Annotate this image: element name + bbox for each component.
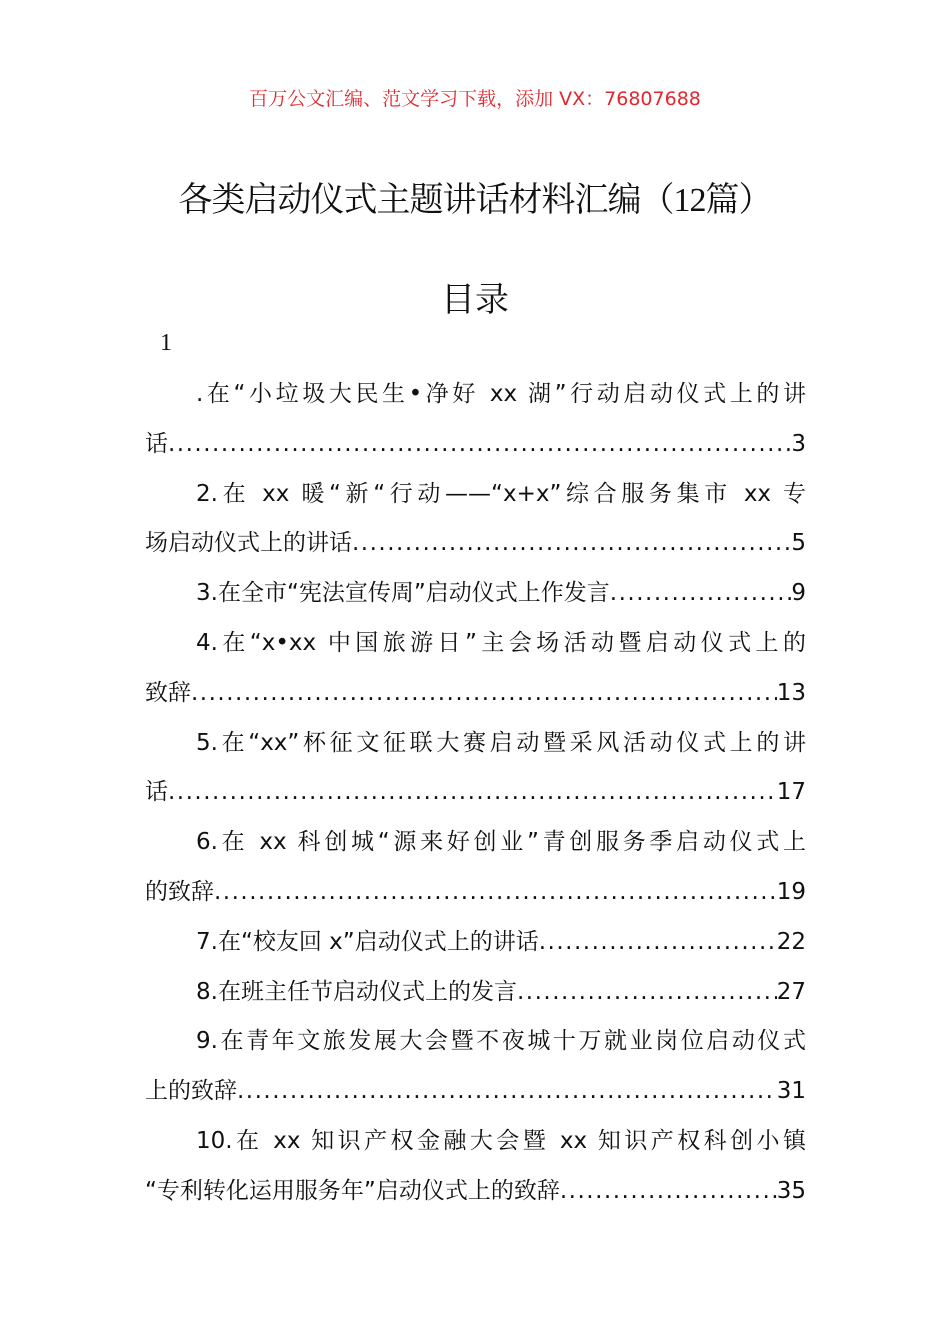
toc-entry-leader-line bbox=[145, 669, 806, 719]
toc-entry-leader-line bbox=[145, 569, 806, 619]
watermark-banner: 百万公文汇编、范文学习下载，添加 VX：76807688 bbox=[249, 88, 701, 110]
toc-entry[interactable] bbox=[145, 719, 806, 819]
dot-leader bbox=[168, 420, 791, 470]
stray-number: 1 bbox=[160, 330, 172, 356]
toc-entry-title-line1: 6.在 xx 科创城“源来好创业”青创服务季启动仪式上 bbox=[196, 829, 806, 856]
toc-entry-leader-line bbox=[145, 868, 806, 918]
toc-entry-page: 31 bbox=[776, 1078, 806, 1105]
toc-entry-page: 22 bbox=[776, 928, 806, 955]
toc-entry-title: 场启动仪式上的讲话 bbox=[145, 530, 352, 557]
toc-entry-title: 7.在“校友回 x”启动仪式上的讲话 bbox=[196, 928, 539, 955]
toc-entry-page: 19 bbox=[776, 878, 806, 905]
toc-entry-page: 3 bbox=[791, 430, 806, 457]
toc-heading: 目录 bbox=[441, 280, 509, 320]
toc-entry[interactable] bbox=[145, 619, 806, 719]
toc-entry-leader-line bbox=[145, 420, 806, 470]
toc-entry-title-line1: 2.在 xx 暖“新“行动——“x+x”综合服务集市 xx 专 bbox=[196, 480, 806, 507]
toc-entry-title: 致辞 bbox=[145, 679, 191, 706]
toc-entry[interactable] bbox=[145, 569, 806, 619]
dot-leader bbox=[610, 569, 792, 619]
dot-leader bbox=[214, 868, 777, 918]
dot-leader bbox=[168, 768, 777, 818]
toc-entry-title-line1: 4.在“x•xx 中国旅游日”主会场活动暨启动仪式上的 bbox=[196, 629, 806, 656]
toc-entry-leader-line bbox=[145, 1167, 806, 1217]
toc-entry-title-line1: .在“小垃圾大民生•净好 xx 湖”行动启动仪式上的讲 bbox=[196, 381, 806, 407]
toc-entry-leader-line bbox=[145, 918, 806, 968]
dot-leader bbox=[517, 968, 777, 1018]
dot-leader bbox=[191, 669, 777, 719]
title-text: 各类启动仪式主题讲话材料汇编（ bbox=[178, 180, 674, 220]
toc-entry[interactable] bbox=[145, 470, 806, 570]
toc-entry[interactable] bbox=[145, 818, 806, 918]
table-of-contents bbox=[145, 370, 806, 1217]
toc-entry-page: 17 bbox=[776, 779, 806, 806]
toc-entry-page: 35 bbox=[776, 1177, 806, 1204]
toc-entry-leader-line bbox=[145, 768, 806, 818]
toc-entry-title-line1: 10.在 xx 知识产权金融大会暨 xx 知识产权科创小镇 bbox=[196, 1127, 806, 1154]
toc-entry-title: 上的致辞 bbox=[145, 1078, 237, 1105]
toc-entry-title-line1: 9.在青年文旅发展大会暨不夜城十万就业岗位启动仪式 bbox=[196, 1028, 806, 1055]
toc-entry[interactable] bbox=[145, 370, 806, 470]
toc-entry[interactable] bbox=[145, 1117, 806, 1217]
toc-entry-page: 13 bbox=[776, 679, 806, 706]
toc-entry[interactable] bbox=[145, 918, 806, 968]
toc-entry-page: 27 bbox=[776, 978, 806, 1005]
dot-leader bbox=[237, 1067, 777, 1117]
toc-entry-title: “专利转化运用服务年”启动仪式上的致辞 bbox=[145, 1177, 560, 1204]
toc-entry-leader-line bbox=[145, 968, 806, 1018]
toc-entry-title: 话 bbox=[145, 430, 168, 457]
toc-entry-title-line1: 5.在“xx”杯征文征联大赛启动暨采风活动仪式上的讲 bbox=[196, 729, 806, 756]
title-count: 12 bbox=[673, 182, 706, 219]
toc-entry-leader-line bbox=[145, 519, 806, 569]
toc-entry-page: 9 bbox=[791, 580, 806, 607]
toc-entry-title: 话 bbox=[145, 779, 168, 806]
toc-entry-title: 的致辞 bbox=[145, 878, 214, 905]
toc-entry-title: 8.在班主任节启动仪式上的发言 bbox=[196, 978, 517, 1005]
title-suffix: 篇） bbox=[705, 180, 772, 220]
dot-leader bbox=[352, 519, 791, 569]
toc-entry-title: 3.在全市“宪法宣传周”启动仪式上作发言 bbox=[196, 580, 610, 607]
dot-leader bbox=[560, 1167, 777, 1217]
toc-entry[interactable] bbox=[145, 1017, 806, 1117]
toc-entry-leader-line bbox=[145, 1067, 806, 1117]
document-title bbox=[0, 172, 950, 221]
toc-entry-page: 5 bbox=[791, 530, 806, 557]
toc-entry[interactable] bbox=[145, 968, 806, 1018]
dot-leader bbox=[539, 918, 777, 968]
